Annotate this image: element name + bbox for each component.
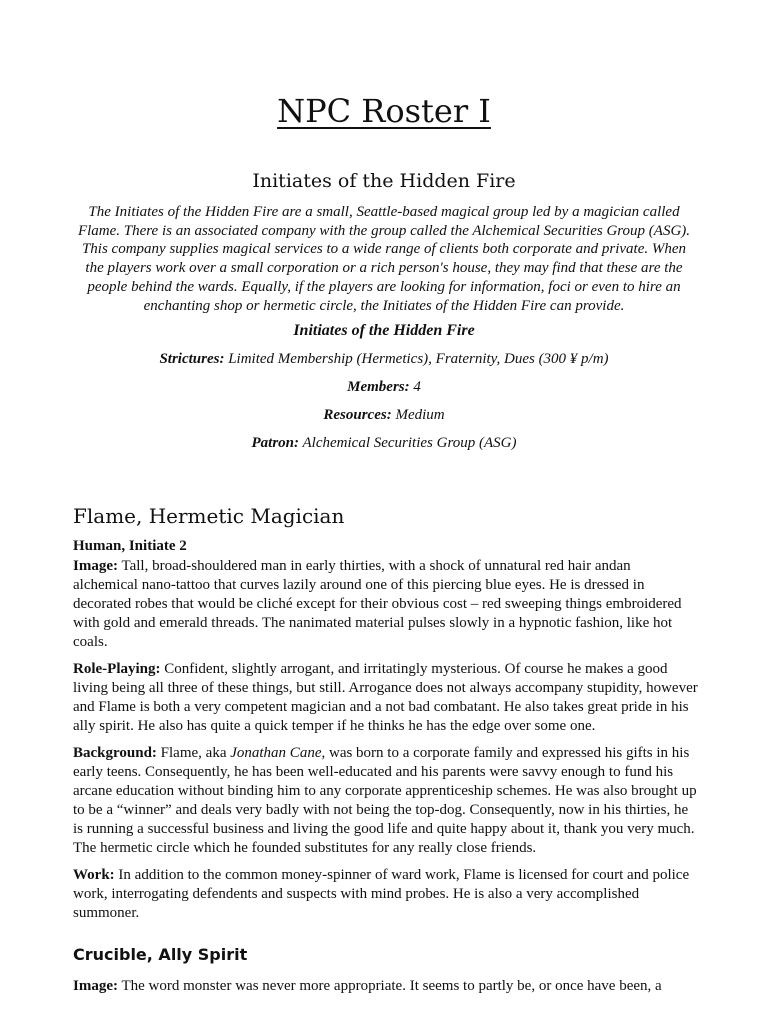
crucible-image-text: The word monster was never more appropriate. It seems to partly be, or once have been, a — [118, 978, 662, 994]
flame-background-paragraph — [73, 744, 698, 858]
group-intro: The Initiates of the Hidden Fire are a small, Seattle-based magical group led by a magician called Flame. There is an associated company with the group called the Alchemical Securities Group (ASG). This company supplies magical services to a wide range of clients both corporate and private. When the players work over a small corporation or a rich person's house, they may find that these are the people behind the wards. Equally, if the players are looking for information, foci or even to hire an enchanting shop or hermetic circle, the Initiates of the Hidden Fire can provide. — [77, 204, 691, 314]
flame-work-text: In addition to the common money-spinner of ward work, Flame is licensed for court and police work, interrogating defendents and suspects with mind probes. He is also a very accomplished summoner. — [73, 867, 690, 921]
document-title: NPC Roster I — [277, 92, 491, 130]
patron-label: Patron: — [251, 435, 300, 451]
strictures-value: Limited Membership (Hermetics), Fraternity, Dues (300 ¥ p/m) — [224, 351, 609, 367]
resources-label: Resources: — [323, 407, 392, 423]
crucible-image-label: Image: — [73, 978, 118, 994]
group-heading: Initiates of the Hidden Fire — [252, 170, 516, 192]
resources-value: Medium — [391, 407, 445, 423]
members-line — [0, 379, 768, 396]
flame-subheading: Human, Initiate 2 — [73, 538, 187, 554]
flame-roleplay-text: Confident, slightly arrogant, and irritatingly mysterious. Of course he makes a good living being all three of these things, but still. Arrogance does not always accompany stupidity, however and Flame is both a very competent magician and a not bad combatant. He also takes great pride in his ally spirit. He also has quite a quick temper if he thinks he has the edge over some one. — [73, 661, 698, 734]
patron-value: Alchemical Securities Group (ASG) — [299, 435, 517, 451]
flame-roleplay-label: Role-Playing: — [73, 661, 161, 677]
members-label: Members: — [347, 379, 410, 395]
flame-work-label: Work: — [73, 867, 115, 883]
flame-roleplay-paragraph — [73, 660, 698, 736]
strictures-label: Strictures: — [159, 351, 225, 367]
flame-background-pre: Flame, aka — [156, 745, 231, 761]
resources-line — [0, 407, 768, 424]
flame-alias: Jonathan Cane — [230, 745, 322, 761]
flame-work-paragraph — [73, 866, 698, 923]
crucible-image-paragraph — [73, 977, 698, 996]
flame-image-label: Image: — [73, 558, 118, 574]
flame-image-text: Tall, broad-shouldered man in early thirties, with a shock of unnatural red hair andan alchemical nano-tattoo that curves lazily around one of this piercing blue eyes. He is dressed in decorated robes that would be cliché except for their obvious cost – red sweeping things embroidered with gold and emerald threads. The nanimated material pulses slowly in a hypnotic fashion, like hot coals. — [73, 558, 682, 650]
strictures-line — [0, 351, 768, 368]
flame-background-post: , was born to a corporate family and expressed his gifts in his early teens. Consequently, he has been well-educated and his parents were savvy enough to fund his arcane education without binding him to any corporate apprenticeship schemes. He was also brought up to be a “winner” and deals very badly with not being the top-dog. Consequently, now in his thirties, he is running a successful business and living the good life and quite happy about it, thank you very much. The hermetic circle which he founded substitutes for any really close friends. — [73, 745, 697, 856]
members-value: 4 — [409, 379, 421, 395]
flame-background-label: Background: — [73, 745, 157, 761]
patron-line — [0, 435, 768, 452]
flame-image-paragraph — [73, 557, 698, 652]
group-stats-title: Initiates of the Hidden Fire — [293, 322, 475, 339]
flame-heading: Flame, Hermetic Magician — [73, 504, 345, 528]
crucible-heading: Crucible, Ally Spirit — [73, 945, 248, 964]
